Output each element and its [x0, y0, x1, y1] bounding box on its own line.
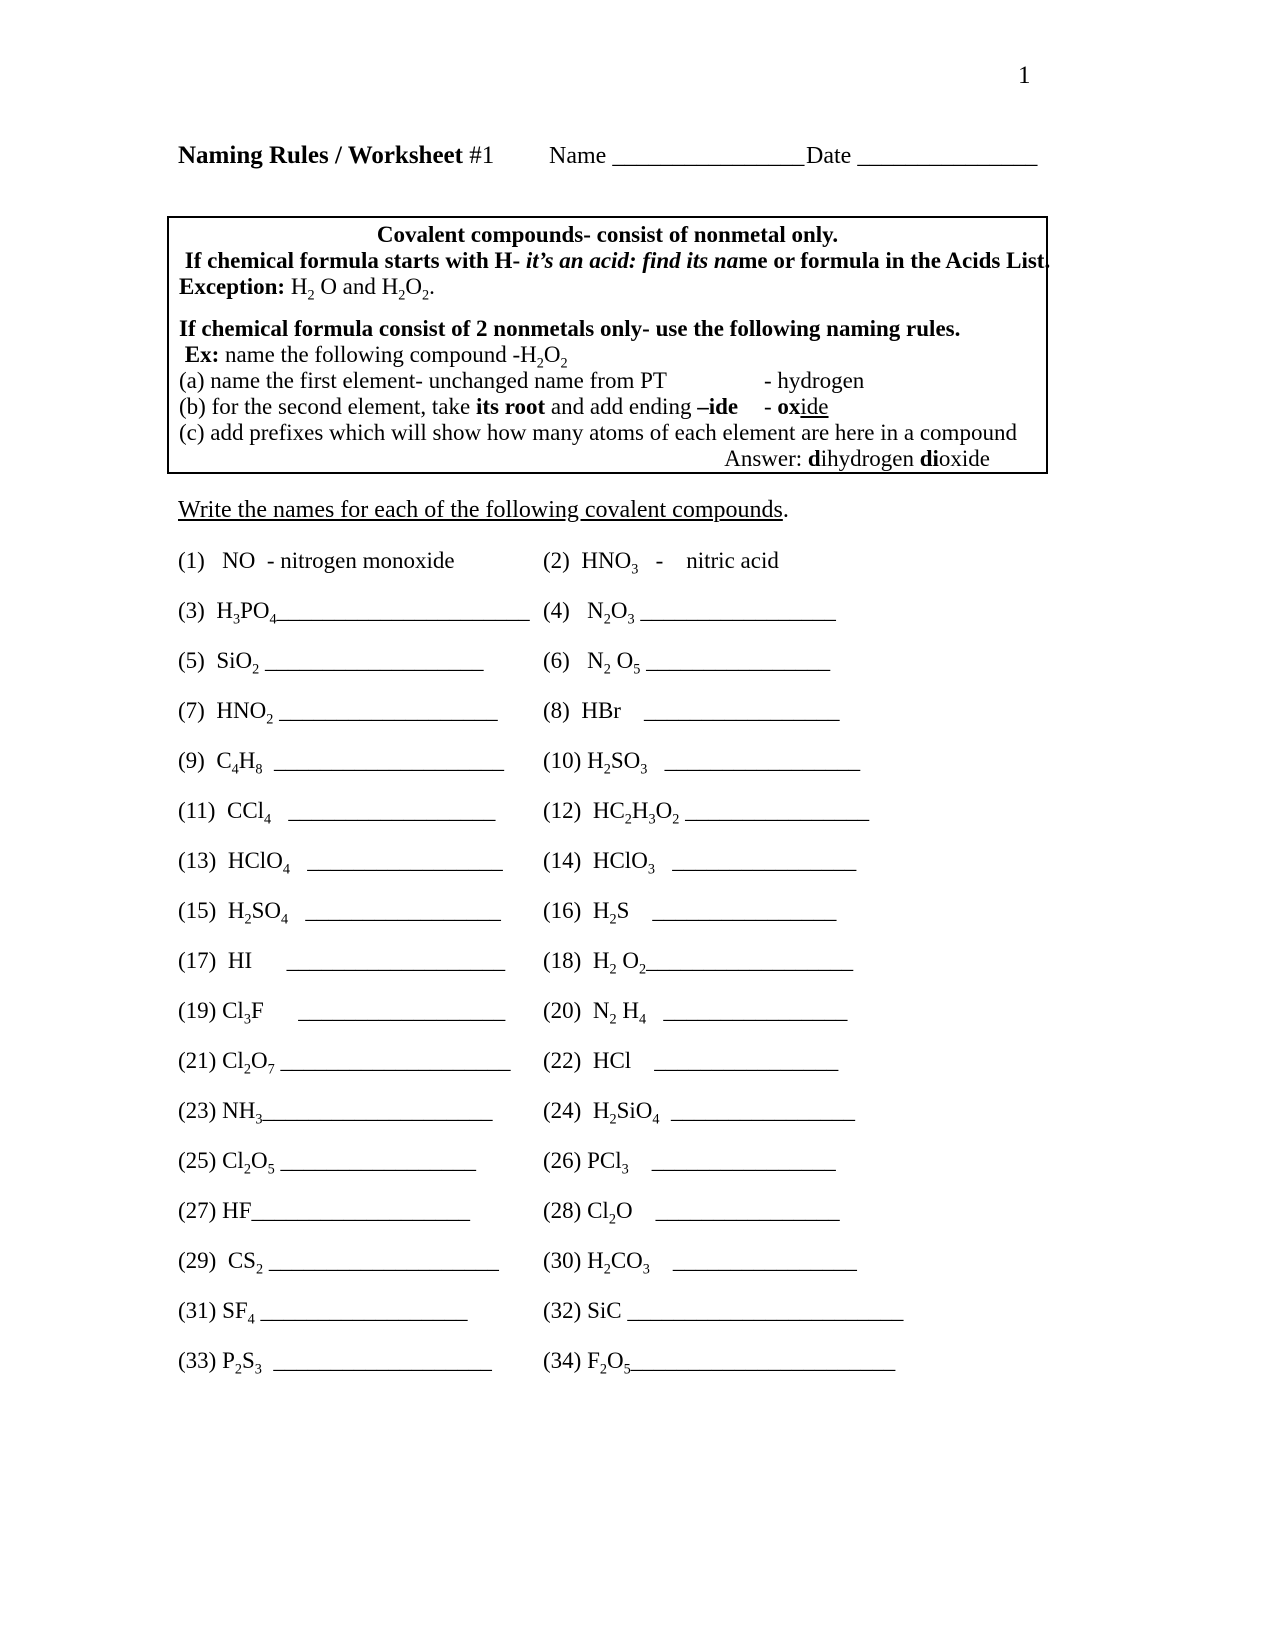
text-segment: (a) name the first element- unchanged name from PT: [179, 368, 667, 393]
text-segment: oxide: [938, 446, 990, 471]
text-segment: H: [285, 274, 308, 299]
item-row: [178, 1298, 1118, 1348]
item-number: (13): [178, 848, 228, 873]
item-formula: $H_2SO_4$: [227, 898, 289, 928]
item-row: [178, 798, 1118, 848]
answer-blank-line: ____________________: [262, 1098, 493, 1123]
item-formula: $Cl_2O_7$: [222, 1048, 275, 1078]
worksheet-item-4: [543, 598, 1118, 628]
item-number: (26): [543, 1148, 588, 1173]
item-row: [178, 948, 1118, 998]
worksheet-item-31: [178, 1298, 543, 1328]
item-answer: - nitric acid: [638, 548, 779, 573]
answer-blank-line: ____________________: [274, 1048, 511, 1073]
item-number: (31): [178, 1298, 223, 1323]
item-row: [178, 848, 1118, 898]
item-number: (4): [543, 598, 588, 623]
item-formula: $Cl_2O$: [587, 1198, 633, 1228]
answer-blank-line: ________________: [631, 1048, 839, 1073]
item-formula: HCl: [592, 1048, 632, 1073]
answer-blank-line: _________________: [620, 698, 840, 723]
answer-blank-line: ________________: [628, 1148, 836, 1173]
item-row: [178, 1198, 1118, 1248]
text-segment: Answer:: [724, 446, 808, 471]
text-segment: ox: [777, 394, 801, 419]
item-formula: $H_2$ $O_2$: [592, 948, 647, 978]
worksheet-item-27: [178, 1198, 543, 1224]
item-formula: $P_2S_3$: [222, 1348, 262, 1378]
name-blank-line: ________________: [606, 143, 805, 169]
text-segment: .: [429, 274, 435, 299]
item-number: (3): [178, 598, 217, 623]
answer-blank-line: ____________________: [263, 1248, 499, 1273]
answer-blank-line: ________________: [640, 648, 831, 673]
answer-blank-line: ________________________: [621, 1298, 904, 1323]
worksheet-item-33: [178, 1348, 543, 1378]
item-number: (8): [543, 698, 582, 723]
worksheet-item-22: [543, 1048, 1118, 1074]
worksheet-item-34: [543, 1348, 1118, 1378]
item-number: (24): [543, 1098, 593, 1123]
item-formula: NO: [222, 548, 256, 573]
item-row: [178, 1348, 1118, 1398]
item-formula: $Cl_2O_5$: [222, 1148, 275, 1178]
instructions-period: .: [782, 497, 789, 523]
text-segment: (c) add prefixes which will show how many atoms of each element are here in a compound: [179, 420, 1017, 445]
rules-line: [179, 274, 1036, 304]
item-row: [178, 1048, 1118, 1098]
item-formula: HF: [222, 1198, 252, 1223]
worksheet-item-28: [543, 1198, 1118, 1228]
answer-blank-line: ___________________: [251, 1198, 470, 1223]
rules-line: [179, 446, 1036, 472]
instructions-text: Write the names for each of the following covalent compounds: [178, 497, 783, 523]
answer-blank-line: _______________________: [630, 1348, 896, 1373]
answer-blank-line: ___________________: [259, 648, 484, 673]
worksheet-item-17: [178, 948, 543, 974]
worksheet-item-6: [543, 648, 1118, 678]
answer-blank-line: ________________: [654, 848, 857, 873]
answer-blank-line: _________________: [289, 848, 503, 873]
item-formula: SiO$_2$: [216, 648, 260, 678]
item-number: (25): [178, 1148, 223, 1173]
answer-blank-line: ___________________: [261, 1348, 492, 1373]
item-formula: $C_4H_8$: [216, 748, 263, 778]
text-segment: it’s an acid: find its na: [525, 248, 739, 273]
item-number: (21): [178, 1048, 223, 1073]
text-segment: ihydrogen: [820, 446, 920, 471]
item-number: (14): [543, 848, 593, 873]
text-segment: –ide: [697, 394, 739, 419]
item-number: (16): [543, 898, 593, 923]
item-formula: $HNO_3$: [581, 548, 639, 578]
answer-blank-line: _________________: [634, 598, 836, 623]
text-segment: - hydrogen: [764, 368, 865, 393]
item-row: [178, 548, 1118, 598]
worksheet-item-2: [543, 548, 1118, 578]
text-segment: If chemical formula consist of 2 nonmetals only- use the following naming rules.: [179, 316, 961, 341]
worksheet-title-text: Naming Rules / Worksheet: [178, 142, 470, 169]
item-number: (22): [543, 1048, 593, 1073]
worksheet-item-29: [178, 1248, 543, 1278]
worksheet-item-26: [543, 1148, 1118, 1178]
item-formula: $F_2O_5$: [587, 1348, 631, 1378]
text-segment: Ex:: [184, 342, 220, 367]
answer-blank-line: _________________: [288, 898, 501, 923]
worksheet-item-19: [178, 998, 543, 1028]
item-row: [178, 1098, 1118, 1148]
item-number: (7): [178, 698, 217, 723]
item-formula: HBr: [581, 698, 621, 723]
answer-blank-line: __________________: [263, 998, 506, 1023]
answer-blank-line: ________________: [659, 1098, 856, 1123]
rules-line: [179, 394, 1036, 420]
worksheet-item-10: [543, 748, 1118, 778]
item-formula: $NH_3$: [222, 1098, 263, 1128]
text-segment: (b) for the second element, take: [179, 394, 476, 419]
worksheet-title: [178, 142, 494, 170]
item-formula: $N_2O_3$: [587, 598, 635, 628]
rules-line: [179, 248, 1051, 274]
item-formula: HClO$_3$: [592, 848, 655, 878]
worksheet-item-13: [178, 848, 543, 878]
date-blank-line: _______________: [851, 143, 1038, 169]
text-segment: 2: [398, 287, 406, 304]
item-number: (27): [178, 1198, 223, 1223]
item-formula: $N_2$ $O_5$: [587, 648, 641, 678]
item-number: (10): [543, 748, 588, 773]
worksheet-item-20: [543, 998, 1118, 1028]
item-formula: $H_2S$: [592, 898, 630, 928]
item-row: [178, 1148, 1118, 1198]
text-segment: ide: [800, 394, 829, 419]
item-number: (2): [543, 548, 582, 573]
worksheet-item-16: [543, 898, 1118, 928]
worksheet-item-25: [178, 1148, 543, 1178]
item-number: (12): [543, 798, 593, 823]
answer-blank-line: ________________: [679, 798, 870, 823]
item-formula: CCl$_4$: [226, 798, 272, 828]
worksheet-title-number: #1: [469, 142, 495, 169]
text-segment: its root: [475, 394, 546, 419]
rules-line: [179, 222, 1036, 248]
answer-blank-line: __________________: [254, 1298, 468, 1323]
item-formula: $H_2CO_3$: [587, 1248, 650, 1278]
worksheet-item-30: [543, 1248, 1118, 1278]
text-segment: 2: [536, 355, 544, 372]
text-segment: di: [919, 446, 939, 471]
worksheet-item-3: [178, 598, 543, 628]
answer-blank-line: ________________: [632, 1198, 840, 1223]
rules-line: [179, 316, 1036, 342]
answer-blank-line: _________________: [274, 1148, 476, 1173]
item-number: (30): [543, 1248, 588, 1273]
rules-line: [179, 420, 1036, 446]
text-segment: O and H: [314, 274, 399, 299]
text-segment: 2: [422, 287, 430, 304]
item-number: (5): [178, 648, 217, 673]
worksheet-item-15: [178, 898, 543, 928]
item-number: (34): [543, 1348, 588, 1373]
item-number: (20): [543, 998, 593, 1023]
text-segment: me or formula in the Acids List.: [738, 248, 1051, 273]
item-formula: $Cl_3F$: [222, 998, 264, 1028]
rules-box-content: [179, 222, 1051, 472]
worksheet-item-5: [178, 648, 543, 678]
worksheet-item-7: [178, 698, 543, 728]
item-number: (33): [178, 1348, 223, 1373]
text-segment: and add ending: [545, 394, 698, 419]
item-number: (9): [178, 748, 217, 773]
worksheet-item-1: [178, 548, 543, 574]
answer-blank-line: ________________: [649, 1248, 857, 1273]
item-number: (17): [178, 948, 228, 973]
answer-blank-line: ______________________: [276, 598, 530, 623]
rules-line: [179, 342, 1036, 372]
item-formula: PCl$_3$: [587, 1148, 629, 1178]
item-formula: $CS_2$: [227, 1248, 264, 1278]
item-row: [178, 598, 1118, 648]
worksheet-item-18: [543, 948, 1118, 978]
worksheet-item-23: [178, 1098, 543, 1128]
item-number: (28): [543, 1198, 588, 1223]
item-formula: $HC_2H_3O_2$: [592, 798, 680, 828]
item-formula: HI: [227, 948, 253, 973]
item-formula: $H_2SiO_4$: [592, 1098, 660, 1128]
answer-blank-line: ____________________: [262, 748, 505, 773]
item-number: (18): [543, 948, 593, 973]
date-field: [806, 143, 1037, 170]
item-formula: SiC: [587, 1298, 622, 1323]
item-number: (1): [178, 548, 223, 573]
name-field: [549, 143, 804, 170]
worksheet-header: [0, 142, 1275, 174]
answer-blank-line: ___________________: [252, 948, 506, 973]
items-list: [178, 548, 1118, 1398]
item-row: [178, 898, 1118, 948]
date-label: Date: [806, 143, 852, 169]
worksheet-item-8: [543, 698, 1118, 724]
answer-blank-line: ________________: [629, 898, 837, 923]
text-segment: -: [764, 394, 778, 419]
item-number: (15): [178, 898, 228, 923]
text-segment: O: [543, 342, 561, 367]
item-formula: $H_2SO_3$: [587, 748, 648, 778]
worksheet-item-24: [543, 1098, 1118, 1128]
text-segment: d: [807, 446, 821, 471]
item-formula: $H_3PO_4$: [216, 598, 277, 628]
answer-blank-line: __________________: [271, 798, 496, 823]
answer-blank-line: __________________: [646, 948, 854, 973]
item-number: (11): [178, 798, 227, 823]
text-segment: O: [405, 274, 422, 299]
item-row: [178, 748, 1118, 798]
item-answer: - nitrogen monoxide: [255, 548, 455, 573]
worksheet-item-32: [543, 1298, 1118, 1324]
answer-blank-line: ________________: [646, 998, 848, 1023]
name-label: Name: [549, 143, 607, 169]
item-number: (19): [178, 998, 223, 1023]
answer-blank-line: _________________: [647, 748, 861, 773]
item-number: (29): [178, 1248, 228, 1273]
item-formula: HClO$_4$: [227, 848, 290, 878]
item-number: (32): [543, 1298, 588, 1323]
item-row: [178, 698, 1118, 748]
text-segment: Exception:: [179, 274, 286, 299]
item-number: (23): [178, 1098, 223, 1123]
item-row: [178, 1248, 1118, 1298]
text-segment: name the following compound -H: [219, 342, 537, 367]
worksheet-item-11: [178, 798, 543, 828]
rules-box: [167, 216, 1051, 474]
answer-blank-line: ___________________: [273, 698, 498, 723]
item-row: [178, 648, 1118, 698]
rules-line: [179, 300, 1036, 316]
text-segment: Covalent compounds- consist of nonmetal only.: [376, 222, 839, 247]
rules-line-tabbed-text: [764, 394, 829, 420]
text-segment: 2: [560, 355, 568, 372]
item-row: [178, 998, 1118, 1048]
page-number: 1: [1018, 62, 1031, 89]
instructions: [178, 497, 789, 524]
item-number: (6): [543, 648, 588, 673]
item-formula: $N_2$ $H_4$: [592, 998, 647, 1028]
rules-line-tabbed-text: [764, 368, 864, 394]
worksheet-item-21: [178, 1048, 543, 1078]
text-segment: If chemical formula starts with H-: [179, 248, 526, 273]
text-segment: 2: [307, 287, 315, 304]
item-formula: $HNO_2$: [216, 698, 274, 728]
worksheet-item-12: [543, 798, 1118, 828]
worksheet-item-9: [178, 748, 543, 778]
item-formula: $SF_4$: [222, 1298, 255, 1328]
rules-line: [179, 368, 1036, 394]
worksheet-item-14: [543, 848, 1118, 878]
